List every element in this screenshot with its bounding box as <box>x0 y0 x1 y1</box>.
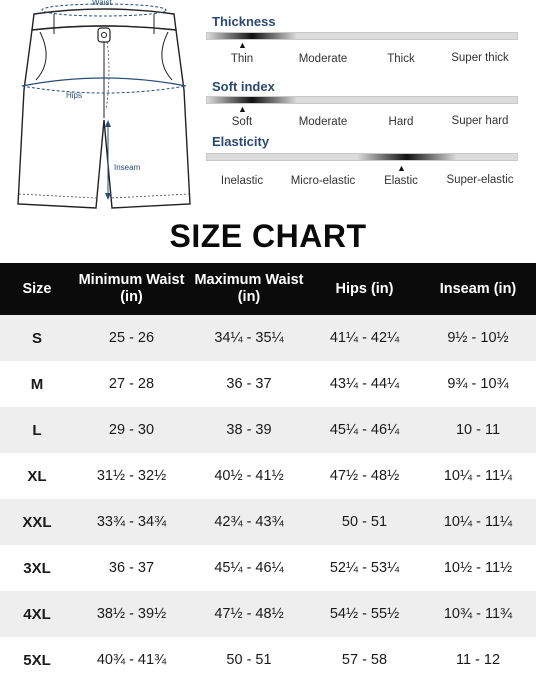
hips-cell: 47½ - 48½ <box>309 453 420 499</box>
waist-label: Waist <box>92 0 112 7</box>
elasticity-option-elastic: Elastic <box>384 175 418 187</box>
min-waist-cell: 40¾ - 41¾ <box>74 637 189 683</box>
hips-cell: 50 - 51 <box>309 499 420 545</box>
shorts-measurement-diagram <box>14 0 194 216</box>
table-row <box>0 545 536 591</box>
min-waist-cell: 38½ - 39½ <box>74 591 189 637</box>
elasticity-option-super-elastic: Super-elastic <box>446 174 514 186</box>
inseam-label: Inseam <box>114 163 141 172</box>
hips-cell: 43¼ - 44¼ <box>309 361 420 407</box>
elasticity-option-micro-elastic: Micro-elastic <box>290 175 356 187</box>
soft-index-title: Soft index <box>212 79 275 94</box>
soft-index-marker-icon: ▲ <box>238 104 247 114</box>
table-header-row <box>0 263 536 315</box>
thickness-option-thin: Thin <box>230 53 254 65</box>
thickness-option-thick: Thick <box>387 53 415 65</box>
soft-index-option-soft: Soft <box>231 116 253 128</box>
max-waist-cell: 45¼ - 46¼ <box>189 545 309 591</box>
inseam-cell: 10¼ - 11¼ <box>420 499 536 545</box>
shorts-illustration <box>14 0 194 216</box>
header-hips: Hips (in) <box>309 263 420 315</box>
size-cell: S <box>0 315 74 361</box>
thickness-option-super-thick: Super thick <box>451 52 509 64</box>
max-waist-cell: 47½ - 48½ <box>189 591 309 637</box>
inseam-cell: 11 - 12 <box>420 637 536 683</box>
min-waist-cell: 33¾ - 34¾ <box>74 499 189 545</box>
soft-index-option-hard: Hard <box>388 116 414 128</box>
inseam-cell: 10¾ - 11¾ <box>420 591 536 637</box>
elasticity-marker-icon: ▲ <box>397 163 406 173</box>
elasticity-title: Elasticity <box>212 134 270 149</box>
max-waist-cell: 34¼ - 35¼ <box>189 315 309 361</box>
hips-cell: 41¼ - 42¼ <box>309 315 420 361</box>
table-row <box>0 499 536 545</box>
header-maximum-waist: Maximum Waist (in) <box>189 263 309 315</box>
header-minimum-waist: Minimum Waist (in) <box>74 263 189 315</box>
thickness-title: Thickness <box>212 14 276 29</box>
inseam-cell: 10¼ - 11¼ <box>420 453 536 499</box>
max-waist-cell: 36 - 37 <box>189 361 309 407</box>
size-chart-table <box>0 263 536 683</box>
table-row <box>0 315 536 361</box>
table-row <box>0 453 536 499</box>
elasticity-gauge <box>206 153 518 161</box>
inseam-cell: 10½ - 11½ <box>420 545 536 591</box>
max-waist-cell: 42¾ - 43¾ <box>189 499 309 545</box>
hips-cell: 52¼ - 53¼ <box>309 545 420 591</box>
inseam-cell: 9¾ - 10¾ <box>420 361 536 407</box>
soft-index-option-super-hard: Super hard <box>451 115 509 127</box>
header-inseam: Inseam (in) <box>420 263 536 315</box>
hips-cell: 57 - 58 <box>309 637 420 683</box>
size-cell: 5XL <box>0 637 74 683</box>
min-waist-cell: 27 - 28 <box>74 361 189 407</box>
hips-cell: 54½ - 55½ <box>309 591 420 637</box>
soft-index-gauge <box>206 96 518 104</box>
header-size: Size <box>0 263 74 315</box>
hips-cell: 45¼ - 46¼ <box>309 407 420 453</box>
size-cell: L <box>0 407 74 453</box>
inseam-cell: 9½ - 10½ <box>420 315 536 361</box>
table-row <box>0 361 536 407</box>
size-cell: XL <box>0 453 74 499</box>
max-waist-cell: 38 - 39 <box>189 407 309 453</box>
soft-index-option-moderate: Moderate <box>298 116 348 128</box>
product-info-section <box>0 0 536 216</box>
table-row <box>0 407 536 453</box>
thickness-gauge <box>206 32 518 40</box>
min-waist-cell: 25 - 26 <box>74 315 189 361</box>
max-waist-cell: 50 - 51 <box>189 637 309 683</box>
hips-label: Hips <box>66 91 83 100</box>
inseam-cell: 10 - 11 <box>420 407 536 453</box>
thickness-option-moderate: Moderate <box>298 53 348 65</box>
elasticity-option-inelastic: Inelastic <box>220 175 264 187</box>
max-waist-cell: 40½ - 41½ <box>189 453 309 499</box>
min-waist-cell: 31½ - 32½ <box>74 453 189 499</box>
table-row <box>0 591 536 637</box>
size-chart-heading: SIZE CHART <box>169 218 367 254</box>
fabric-properties <box>206 0 536 200</box>
table-row <box>0 637 536 683</box>
min-waist-cell: 36 - 37 <box>74 545 189 591</box>
size-cell: 4XL <box>0 591 74 637</box>
min-waist-cell: 29 - 30 <box>74 407 189 453</box>
size-cell: 3XL <box>0 545 74 591</box>
thickness-marker-icon: ▲ <box>238 40 247 50</box>
size-cell: XXL <box>0 499 74 545</box>
size-cell: M <box>0 361 74 407</box>
